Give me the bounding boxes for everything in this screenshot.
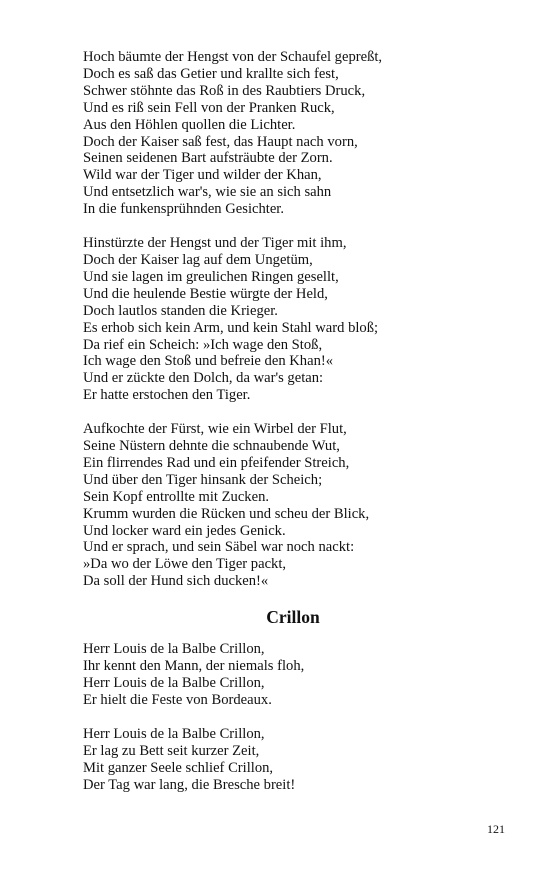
stanza <box>83 49 503 218</box>
stanza <box>83 641 503 709</box>
verse-line: Da soll der Hund sich ducken!« <box>83 573 269 590</box>
stanza <box>83 421 503 590</box>
poem-title: Crillon <box>266 607 320 628</box>
verse-line: Herr Louis de la Balbe Crillon, <box>83 725 265 742</box>
verse-line: Seinen seidenen Bart aufsträubte der Zorn. <box>83 150 333 167</box>
verse-line: Und die heulende Bestie würgte der Held, <box>83 285 328 302</box>
verse-line: Er hielt die Feste von Bordeaux. <box>83 691 272 708</box>
verse-line: Doch der Kaiser saß fest, das Haupt nach vorn, <box>83 133 358 150</box>
verse-line: Er lag zu Bett seit kurzer Zeit, <box>83 742 260 759</box>
verse-line: In die funkensprühnden Gesichter. <box>83 201 285 218</box>
verse-line: Herr Louis de la Balbe Crillon, <box>83 675 265 691</box>
verse-line: Und er sprach, und sein Säbel war noch nackt: <box>83 539 355 556</box>
verse-line: Und es riß sein Fell von der Pranken Ruck, <box>83 99 335 116</box>
stanza <box>83 726 503 794</box>
verse-line: Hoch bäumte der Hengst von der Schaufel gepreßt, <box>83 49 383 65</box>
verse-line: Schwer stöhnte das Roß in des Raubtiers Druck, <box>83 82 366 99</box>
verse-line: Da rief ein Scheich: »Ich wage den Stoß, <box>83 336 323 353</box>
verse-line: Der Tag war lang, die Bresche breit! <box>83 776 296 793</box>
verse-line: Mit ganzer Seele schlief Crillon, <box>83 759 274 776</box>
verse-line: Hinstürzte der Hengst und der Tiger mit ihm, <box>83 235 347 252</box>
stanza <box>83 235 503 404</box>
verse-line: Und über den Tiger hinsank der Scheich; <box>83 471 323 488</box>
verse-line: Ihr kennt den Mann, der niemals floh, <box>83 658 305 675</box>
verse-line: Wild war der Tiger und wilder der Khan, <box>83 167 322 184</box>
verse-line: Doch es saß das Getier und krallte sich fest, <box>83 65 339 82</box>
verse-line: Seine Nüstern dehnte die schnaubende Wut, <box>83 438 340 455</box>
verse-line: Er hatte erstochen den Tiger. <box>83 387 251 404</box>
verse-line: Sein Kopf entrollte mit Zucken. <box>83 488 270 505</box>
verse-line: »Da wo der Löwe den Tiger packt, <box>83 556 287 573</box>
verse-line: Herr Louis de la Balbe Crillon, <box>83 641 265 658</box>
verse-line: Es erhob sich kein Arm, und kein Stahl ward bloß; <box>83 319 379 336</box>
verse-line: Und sie lagen im greulichen Ringen gesellt, <box>83 268 339 285</box>
verse-line: Und entsetzlich war's, wie sie an sich sahn <box>83 184 332 201</box>
verse-line: Ein flirrendes Rad und ein pfeifender Streich, <box>83 454 350 471</box>
verse-line: Aufkochte der Fürst, wie ein Wirbel der Flut, <box>83 421 347 438</box>
verse-line: Und locker ward ein jedes Genick. <box>83 522 286 539</box>
verse-line: Und er zückte den Dolch, da war's getan: <box>83 370 324 387</box>
page-number: 121 <box>487 822 505 836</box>
verse-line: Doch lautlos standen die Krieger. <box>83 302 278 319</box>
verse-line: Krumm wurden die Rücken und scheu der Blick, <box>83 505 370 522</box>
verse-line: Doch der Kaiser lag auf dem Ungetüm, <box>83 251 313 268</box>
verse-line: Aus den Höhlen quollen die Lichter. <box>83 116 296 133</box>
page-body <box>83 49 503 810</box>
verse-line: Ich wage den Stoß und befreie den Khan!« <box>83 353 334 370</box>
